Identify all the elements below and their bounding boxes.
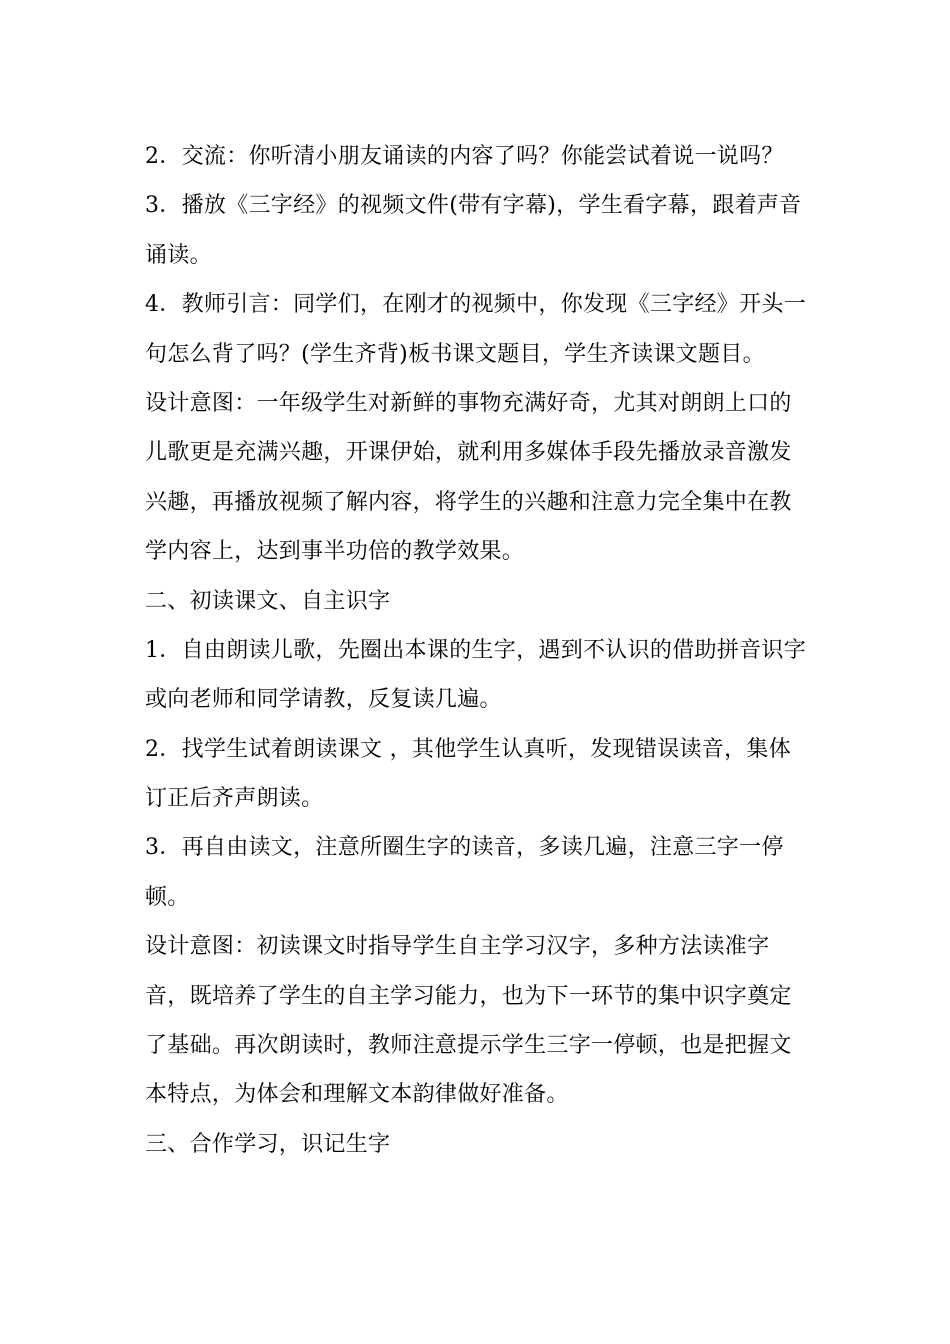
text-line: 顿。 [145, 884, 190, 910]
text-line: 4．教师引言：同学们，在刚才的视频中，你发现《三字经》开头一 [145, 292, 806, 318]
text-line: 诵读。 [145, 242, 212, 268]
text-line: 设计意图：初读课文时指导学生自主学习汉字，多种方法读准字 [145, 934, 770, 960]
section-heading: 三、合作学习，识记生字 [145, 1131, 391, 1157]
text-line: 或向老师和同学请教，反复读几遍。 [145, 687, 502, 713]
text-line: 本特点，为体会和理解文本韵律做好准备。 [145, 1082, 569, 1108]
text-line: 儿歌更是充满兴趣，开课伊始，就利用多媒体手段先播放录音激发 [145, 440, 792, 466]
text-line: 兴趣，再播放视频了解内容，将学生的兴趣和注意力完全集中在教 [145, 489, 792, 515]
text-line: 3．再自由读文，注意所圈生字的读音，多读几遍，注意三字一停 [145, 835, 784, 861]
text-line: 3．播放《三字经》的视频文件(带有字幕)，学生看字幕，跟着声音 [145, 193, 802, 219]
text-line: 学内容上，达到事半功倍的教学效果。 [145, 539, 525, 565]
text-line: 1．自由朗读儿歌，先圈出本课的生字，遇到不认识的借助拼音识字 [145, 637, 806, 663]
text-line: 设计意图：一年级学生对新鲜的事物充满好奇，尤其对朗朗上口的 [145, 390, 792, 416]
text-line: 2．找学生试着朗读课文 ，其他学生认真听，发现错误读音，集体 [145, 736, 791, 762]
text-line: 句怎么背了吗？(学生齐背)板书课文题目，学生齐读课文题目。 [145, 341, 765, 367]
text-line: 2．交流：你听清小朋友诵读的内容了吗？你能尝试着说一说吗？ [145, 144, 784, 169]
text-line: 订正后齐声朗读。 [145, 786, 324, 812]
text-line: 了基础。再次朗读时，教师注意提示学生三字一停顿，也是把握文 [145, 1033, 792, 1059]
document-body [145, 132, 810, 1169]
section-heading: 二、初读课文、自主识字 [145, 588, 391, 614]
text-line: 音，既培养了学生的自主学习能力，也为下一环节的集中识字奠定 [145, 983, 792, 1009]
